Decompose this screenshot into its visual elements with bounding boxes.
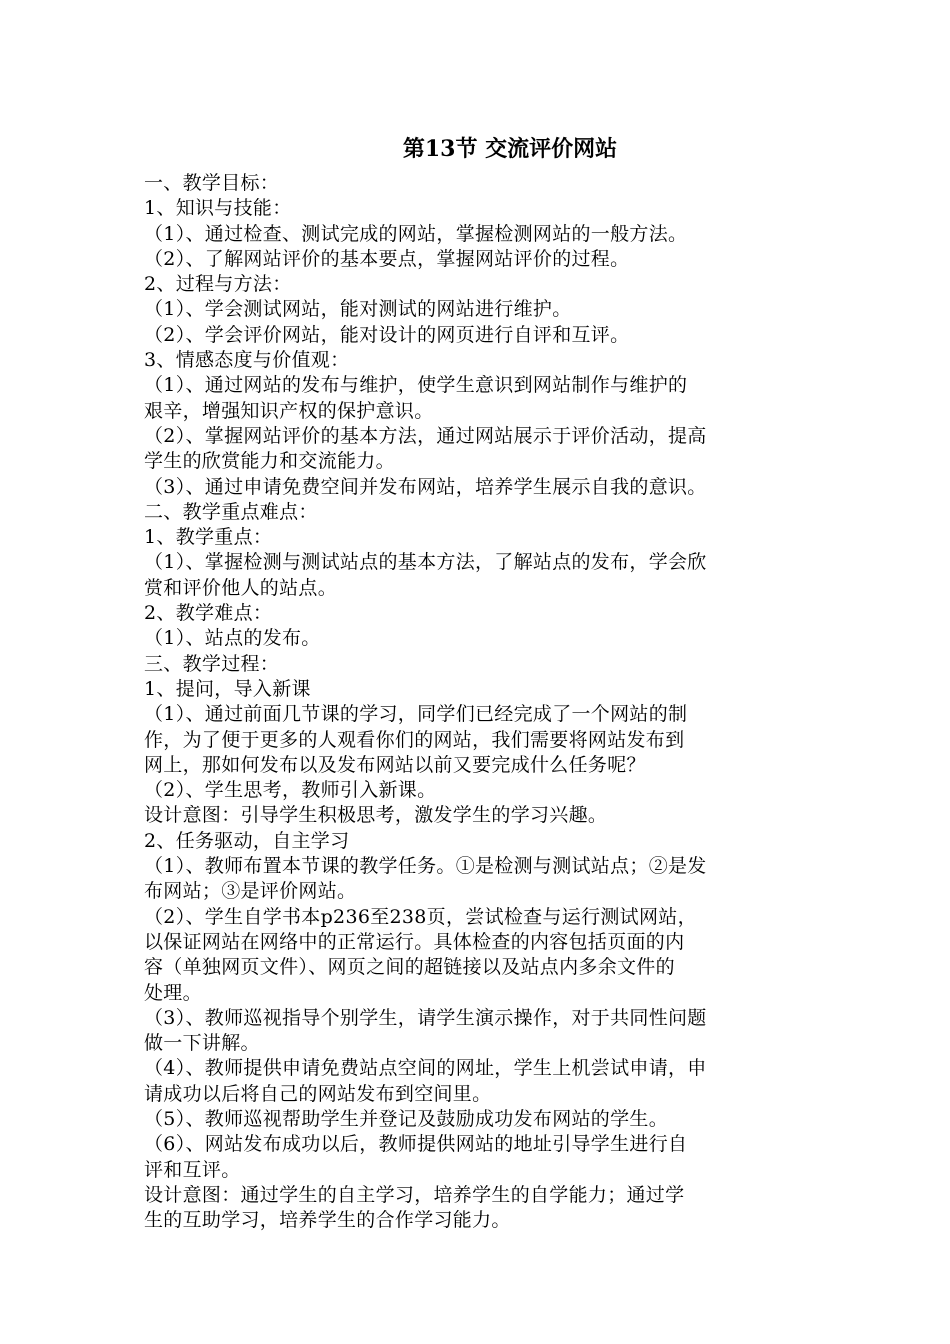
text-line: （2）、了解网站评价的基本要点，掌握网站评价的过程。 (144, 247, 630, 270)
text-line: （1）、通过网站的发布与维护，使学生意识到网站制作与维护的 (144, 374, 688, 397)
text-line: 一、教学目标： (144, 172, 280, 194)
text-line: （6）、网站发布成功以后，教师提供网站的地址引导学生进行自 (144, 1133, 688, 1156)
text-line: 容（单独网页文件）、网页之间的超链接以及站点内多余文件的 (144, 956, 675, 979)
text-line: 学生的欣赏能力和交流能力。 (144, 450, 395, 473)
text-line: 三、教学过程： (144, 652, 280, 675)
text-line: 1、教学重点： (144, 526, 273, 549)
text-line: （2）、掌握网站评价的基本方法，通过网站展示于评价活动，提高 (144, 424, 707, 447)
text-line: （3）、通过申请免费空间并发布网站，培养学生展示自我的意识。 (144, 475, 707, 498)
text-line: 2、过程与方法： (144, 273, 292, 296)
text-line: （2）、学生自学书本p236至238页，尝试检查与运行测试网站， (144, 905, 697, 928)
text-line: 3、情感态度与价值观： (144, 349, 350, 372)
text-line: 生的互助学习，培养学生的合作学习能力。 (144, 1209, 511, 1232)
text-line: 请成功以后将自己的网站发布到空间里。 (144, 1082, 492, 1105)
text-line: 设计意图：引导学生积极思考，激发学生的学习兴趣。 (144, 804, 608, 827)
text-line: 2、任务驱动，自主学习 (144, 829, 350, 852)
text-line: 评和互评。 (144, 1158, 241, 1181)
text-line: 网上，那如何发布以及发布网站以前又要完成什么任务呢？ (144, 753, 646, 776)
text-line: 布网站；③是评价网站。 (144, 880, 357, 903)
text-line: （1）、教师布置本节课的教学任务。①是检测与测试站点；②是发 (144, 855, 707, 878)
text-line: （2）、学生思考，教师引入新课。 (144, 779, 437, 802)
text-line: （5）、教师巡视帮助学生并登记及鼓励成功发布网站的学生。 (144, 1107, 668, 1130)
document-body (144, 171, 812, 1233)
text-line: （1）、掌握检测与测试站点的基本方法，了解站点的发布，学会欣 (144, 551, 707, 574)
text-line: （1）、通过检查、测试完成的网站，掌握检测网站的一般方法。 (144, 222, 688, 245)
text-line: （2）、学会评价网站，能对设计的网页进行自评和互评。 (144, 323, 630, 346)
text-line: 赏和评价他人的站点。 (144, 576, 338, 599)
document-title: 第13节 交流评价网站 (402, 136, 618, 162)
text-line: （3）、教师巡视指导个别学生，请学生演示操作，对于共同性问题 (144, 1006, 707, 1029)
text-line: 以保证网站在网络中的正常运行。具体检查的内容包括页面的内 (144, 930, 685, 953)
text-line: 2、教学难点： (144, 602, 273, 625)
text-line: （1）、通过前面几节课的学习，同学们已经完成了一个网站的制 (144, 703, 688, 726)
text-line: （1）、学会测试网站，能对测试的网站进行维护。 (144, 298, 572, 321)
text-line: 作，为了便于更多的人观看你们的网站，我们需要将网站发布到 (144, 728, 685, 751)
text-line: 设计意图：通过学生的自主学习，培养学生的自学能力；通过学 (144, 1183, 685, 1206)
text-line: 1、提问，导入新课 (144, 677, 311, 700)
text-line: 1、知识与技能： (144, 197, 292, 220)
text-line: （1）、站点的发布。 (144, 627, 321, 650)
text-line: 二、教学重点难点： (144, 500, 318, 523)
text-line: 艰辛，增强知识产权的保护意识。 (144, 399, 434, 422)
text-line: 做一下讲解。 (144, 1032, 260, 1055)
text-line: 处理。 (144, 981, 202, 1004)
text-line: （4）、教师提供申请免费站点空间的网址，学生上机尝试申请，申 (144, 1057, 707, 1080)
